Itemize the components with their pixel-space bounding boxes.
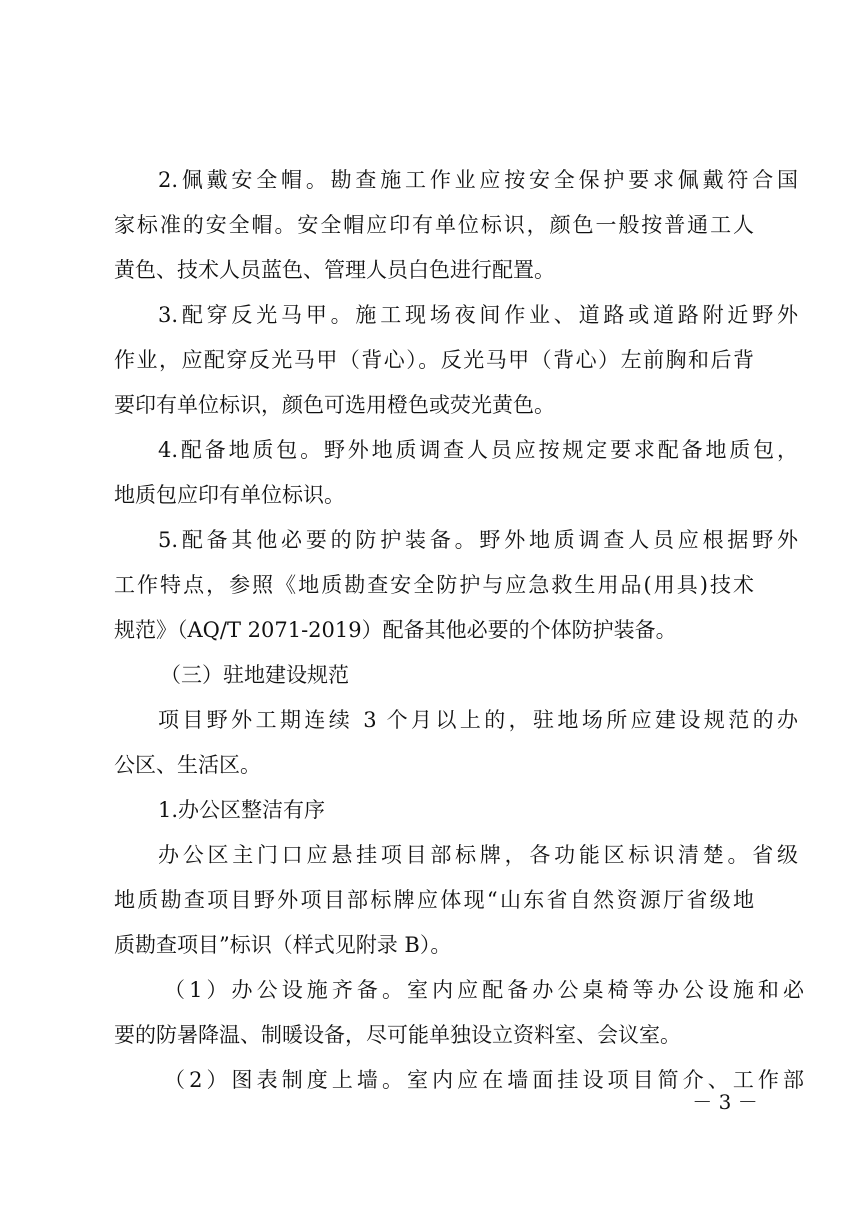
paragraph-line: 2.佩戴安全帽。勘查施工作业应按安全保护要求佩戴符合国 <box>158 168 798 192</box>
paragraph-line: 黄色、技术人员蓝色、管理人员白色进行配置。 <box>114 258 555 282</box>
paragraph-line: 项目野外工期连续 3 个月以上的，驻地场所应建设规范的办 <box>158 708 798 732</box>
paragraph-line: 作业，应配穿反光马甲（背心）。反光马甲（背心）左前胸和后背 <box>114 348 754 372</box>
paragraph-line: 5.配备其他必要的防护装备。野外地质调查人员应根据野外 <box>158 528 798 552</box>
paragraph-line: （2）图表制度上墙。室内应在墙面挂设项目简介、工作部 <box>164 1068 804 1092</box>
paragraph-line: 4.配备地质包。野外地质调查人员应按规定要求配备地质包， <box>158 438 798 462</box>
paragraph-line: 办公区主门口应悬挂项目部标牌，各功能区标识清楚。省级 <box>158 843 798 867</box>
section-heading: （三）驻地建设规范 <box>160 663 349 687</box>
paragraph-line: （1）办公设施齐备。室内应配备办公桌椅等办公设施和必 <box>164 978 804 1002</box>
paragraph-line: 规范》（AQ/T 2071-2019）配备其他必要的个体防护装备。 <box>114 618 677 642</box>
paragraph-line: 家标准的安全帽。安全帽应印有单位标识，颜色一般按普通工人 <box>114 213 754 237</box>
paragraph-line: 地质勘查项目野外项目部标牌应体现“山东省自然资源厅省级地 <box>114 888 754 912</box>
paragraph-line: 地质包应印有单位标识。 <box>114 483 345 507</box>
paragraph-line: 要的防暑降温、制暖设备，尽可能单独设立资料室、会议室。 <box>114 1023 681 1047</box>
page-number: － 3 － <box>692 1090 758 1114</box>
paragraph-line: 要印有单位标识，颜色可选用橙色或荧光黄色。 <box>114 393 555 417</box>
paragraph-line: 质勘查项目”标识（样式见附录 B）。 <box>114 933 452 957</box>
subsection-heading: 1.办公区整洁有序 <box>158 798 326 822</box>
paragraph-line: 公区、生活区。 <box>114 753 261 777</box>
paragraph-line: 3.配穿反光马甲。施工现场夜间作业、道路或道路附近野外 <box>158 303 798 327</box>
paragraph-line: 工作特点，参照《地质勘查安全防护与应急救生用品(用具)技术 <box>114 573 754 597</box>
